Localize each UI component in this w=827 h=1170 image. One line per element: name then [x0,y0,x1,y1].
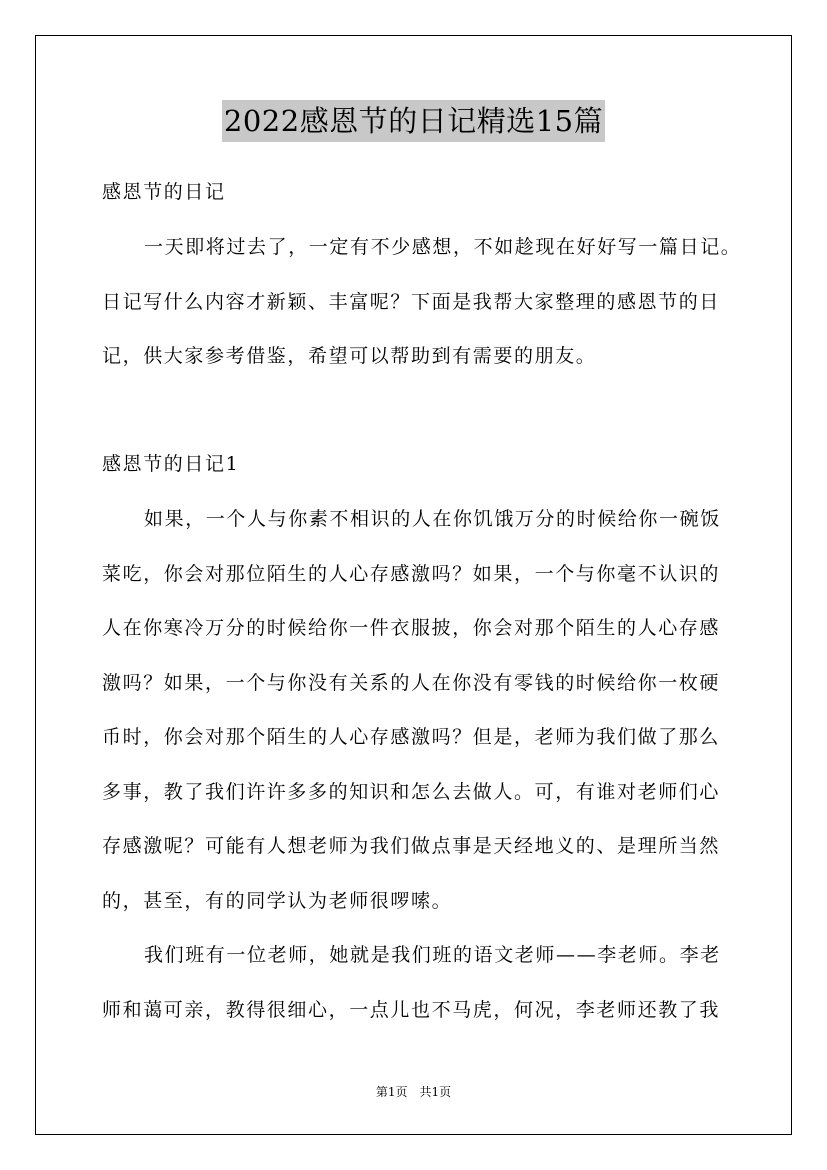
title-wrap [0,100,827,142]
paragraph-line: 人在你寒冷万分的时候给你一件衣服披，你会对那个陌生的人心存感 [102,617,721,639]
paragraph-line: 的，甚至，有的同学认为老师很啰嗦。 [102,889,453,912]
paragraph-line: 日记写什么内容才新颖、丰富呢？下面是我帮大家整理的感恩节的日 [102,290,721,313]
paragraph-line: 激吗？如果，一个与你没有关系的人在你没有零钱的时候给你一枚硬 [102,671,721,694]
paragraph-line: 多事，教了我们许许多多的知识和怎么去做人。可，有谁对老师们心 [102,780,721,803]
section-heading [102,437,742,492]
intro-heading [102,165,742,220]
page-number: 第1页 [375,1085,408,1099]
paragraph-line: 师和蔼可亲，教得很细心，一点儿也不马虎，何况，李老师还教了我 [102,998,721,1021]
page-total: 共1页 [419,1085,452,1099]
paragraph-line: 菜吃，你会对那位陌生的人心存感激吗？如果，一个与你毫不认识的 [102,562,721,585]
paragraph-line: 如果，一个人与你素不相识的人在你饥饿万分的时候给你一碗饭 [144,508,721,530]
paragraph-line: 币时，你会对那个陌生的人心存感激吗？但是，老师为我们做了那么 [102,726,721,748]
document-title: 2022感恩节的日记精选15篇 [222,100,605,142]
paragraph-line: 一天即将过去了，一定有不少感想，不如趁现在好好写一篇日记。 [144,236,742,258]
paragraph-line: 存感激呢？可能有人想老师为我们做点事是天经地义的、是理所当然 [102,835,721,857]
paragraph-line: 记，供大家参考借鉴，希望可以帮助到有需要的朋友。 [102,345,597,367]
body-paragraph-2 [102,928,742,1037]
body-paragraph-1 [102,492,742,928]
intro-heading-text: 感恩节的日记 [102,181,226,203]
paragraph-line: 我们班有一位老师，她就是我们班的语文老师——李老师。李老 [144,944,721,966]
page-footer [0,1082,827,1102]
intro-paragraph [102,220,742,384]
section-heading-text: 感恩节的日记1 [102,453,240,475]
